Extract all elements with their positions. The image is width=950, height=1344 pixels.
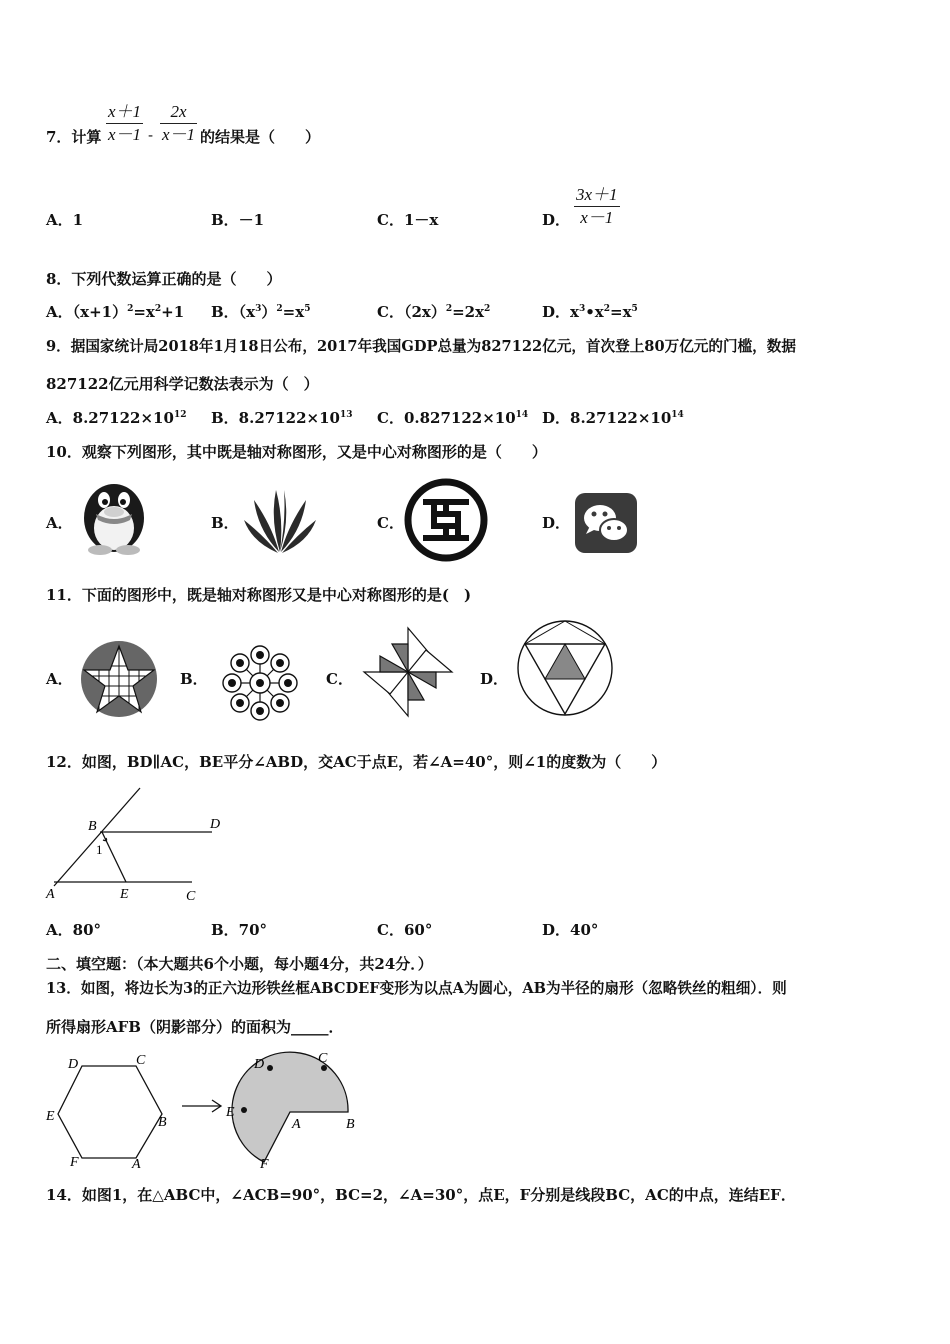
q8-d-part: =x: [610, 303, 632, 321]
bank-logo-icon: [404, 478, 488, 562]
q7-frac1-numerator: x＋1: [106, 101, 143, 124]
q13-hexagon-to-sector-figure: [44, 1050, 360, 1172]
sector-label-b: B: [346, 1117, 355, 1132]
q7-fraction-2: [160, 101, 197, 146]
q9-option-b[interactable]: [211, 409, 353, 427]
chat-app-logo-icon: [574, 492, 638, 554]
q8-d-part: D．x: [542, 303, 579, 321]
q7-option-c[interactable]: C．1－x: [377, 211, 439, 229]
q7-option-d-fraction: [574, 184, 620, 229]
sector-label-d: D: [254, 1057, 265, 1072]
q12-option-a[interactable]: A．80°: [46, 921, 102, 939]
q8-b-sup: 3: [255, 304, 262, 314]
q9-line-1: 9．据国家统计局2018年1月18日公布，2017年我国GDP总量为827122亿元，首次登上80万亿元的门槛，数据: [46, 338, 796, 355]
q8-c-part: =2x: [452, 303, 485, 321]
q7-stem-before: 7．计算: [46, 128, 102, 146]
star-in-circle-figure: [76, 640, 166, 720]
q7-option-a[interactable]: A．1: [46, 211, 84, 229]
q9-option-c[interactable]: [377, 409, 528, 427]
penguin-logo-icon: [74, 474, 154, 556]
q8-stem: 8．下列代数运算正确的是（ ）: [46, 270, 282, 288]
q12-option-d[interactable]: D．40°: [542, 921, 599, 939]
q12-option-c[interactable]: C．60°: [377, 921, 433, 939]
q8-c-sup: 2: [445, 304, 453, 314]
q8-a-part: A．（x+1）: [46, 303, 128, 321]
section-2-title: 二、填空题：（本大题共6个小题，每小题4分，共24分．）: [46, 955, 433, 973]
q8-b-part: B．（x: [211, 303, 256, 321]
q8-c-sup: 2: [484, 304, 491, 314]
q12-label-a: A: [46, 887, 55, 902]
q8-a-sup: 2: [127, 304, 134, 314]
flower-petal-logo-icon: [240, 480, 320, 556]
q9-c-exp: 14: [515, 410, 529, 420]
q9-a-base: A．8.27122×10: [46, 409, 174, 427]
q9-option-a[interactable]: [46, 409, 186, 427]
q8-c-part: C．（2x）: [377, 303, 446, 321]
q8-option-b[interactable]: [211, 303, 310, 321]
hex-label-a: A: [132, 1157, 141, 1172]
flower-rosette-figure: [215, 640, 305, 726]
q10-option-d[interactable]: D．: [542, 514, 571, 532]
q7-frac2-numerator: 2x: [160, 101, 197, 124]
sector-label-c: C: [318, 1051, 328, 1066]
q11-option-d[interactable]: D．: [480, 670, 509, 688]
q7-option-d-denominator: x－1: [580, 208, 614, 227]
q9-line-2: 827122亿元用科学记数法表示为（ ）: [46, 375, 319, 393]
q7-option-b[interactable]: B．－1: [211, 211, 265, 229]
q8-d-part: •x: [585, 303, 604, 321]
q12-stem: 12．如图，BD∥AC，BE平分∠ABD，交AC于点E，若∠A=40°，则∠1的度数为（ ）: [46, 753, 667, 771]
q7-frac2-denominator: x－1: [162, 125, 196, 144]
q12-label-c: C: [186, 889, 196, 904]
transform-arrow-icon: [182, 1100, 221, 1112]
q14-stem: 14．如图1，在△ABC中，∠ACB=90°，BC=2，∠A=30°，点E，F分别是线段BC，AC的中点，连结EF．: [46, 1186, 796, 1204]
q12-label-b: B: [88, 819, 97, 834]
q8-b-part: ）: [261, 303, 277, 321]
sector-label-e: E: [226, 1105, 235, 1120]
hex-label-d: D: [68, 1057, 79, 1072]
q10-option-c[interactable]: C．: [377, 514, 404, 532]
q9-a-exp: 12: [173, 410, 187, 420]
q11-stem: 11．下面的图形中，既是轴对称图形又是中心对称图形的是( ): [46, 586, 472, 604]
q13-line-1: 13．如图，将边长为3的正六边形铁丝框ABCDEF变形为以点A为圆心，AB为半径的扇形（忽略铁丝的粗细）．则: [46, 980, 787, 997]
q8-d-sup: 5: [631, 304, 638, 314]
q10-option-a[interactable]: A．: [46, 514, 73, 532]
q9-b-exp: 13: [339, 410, 353, 420]
q12-label-angle-1: 1: [96, 842, 103, 857]
sector-label-a: A: [292, 1117, 301, 1132]
q9-option-d[interactable]: [542, 409, 684, 427]
q7-minus: -: [148, 126, 154, 144]
q11-option-b[interactable]: B．: [180, 670, 208, 688]
q8-a-part: =x: [133, 303, 155, 321]
pinwheel-figure: [352, 624, 462, 722]
q9-b-base: B．8.27122×10: [211, 409, 340, 427]
q8-b-part: =x: [282, 303, 305, 321]
q11-option-c[interactable]: C．: [326, 670, 353, 688]
q8-a-sup: 2: [154, 304, 162, 314]
q9-d-base: D．8.27122×10: [542, 409, 672, 427]
hex-label-e: E: [46, 1109, 55, 1124]
q11-option-a[interactable]: A．: [46, 670, 73, 688]
q12-option-b[interactable]: B．70°: [211, 921, 268, 939]
q7-frac1-denominator: x－1: [108, 125, 142, 144]
q9-c-base: C．0.827122×10: [377, 409, 516, 427]
hex-label-c: C: [136, 1053, 146, 1068]
q8-option-a[interactable]: [46, 303, 184, 321]
hex-label-f: F: [70, 1155, 79, 1170]
q8-d-sup: 2: [603, 304, 611, 314]
q8-a-part: +1: [161, 303, 185, 321]
q7-fraction-1: [106, 101, 143, 146]
q10-option-b[interactable]: B．: [211, 514, 239, 532]
q10-stem: 10．观察下列图形，其中既是轴对称图形，又是中心对称图形的是（ ）: [46, 443, 547, 461]
q13-line-2: 所得扇形AFB（阴影部分）的面积为_____．: [46, 1018, 344, 1036]
q8-d-sup: 3: [578, 304, 586, 314]
q12-label-d: D: [210, 817, 221, 832]
hex-label-b: B: [158, 1115, 167, 1130]
q8-option-d[interactable]: [542, 303, 638, 321]
q7-option-d[interactable]: D．: [542, 211, 571, 229]
q12-label-e: E: [120, 887, 129, 902]
q8-b-sup: 2: [276, 304, 283, 314]
q9-d-exp: 14: [671, 410, 684, 420]
q8-option-c[interactable]: [377, 303, 490, 321]
q12-geometry-figure: [44, 784, 228, 906]
q7-option-d-numerator: 3x＋1: [574, 184, 620, 207]
triangle-in-circle-figure: [515, 618, 615, 718]
q8-b-sup: 5: [304, 304, 311, 314]
q7-stem-after: 的结果是（ ）: [200, 128, 321, 146]
sector-label-f: F: [260, 1157, 269, 1172]
